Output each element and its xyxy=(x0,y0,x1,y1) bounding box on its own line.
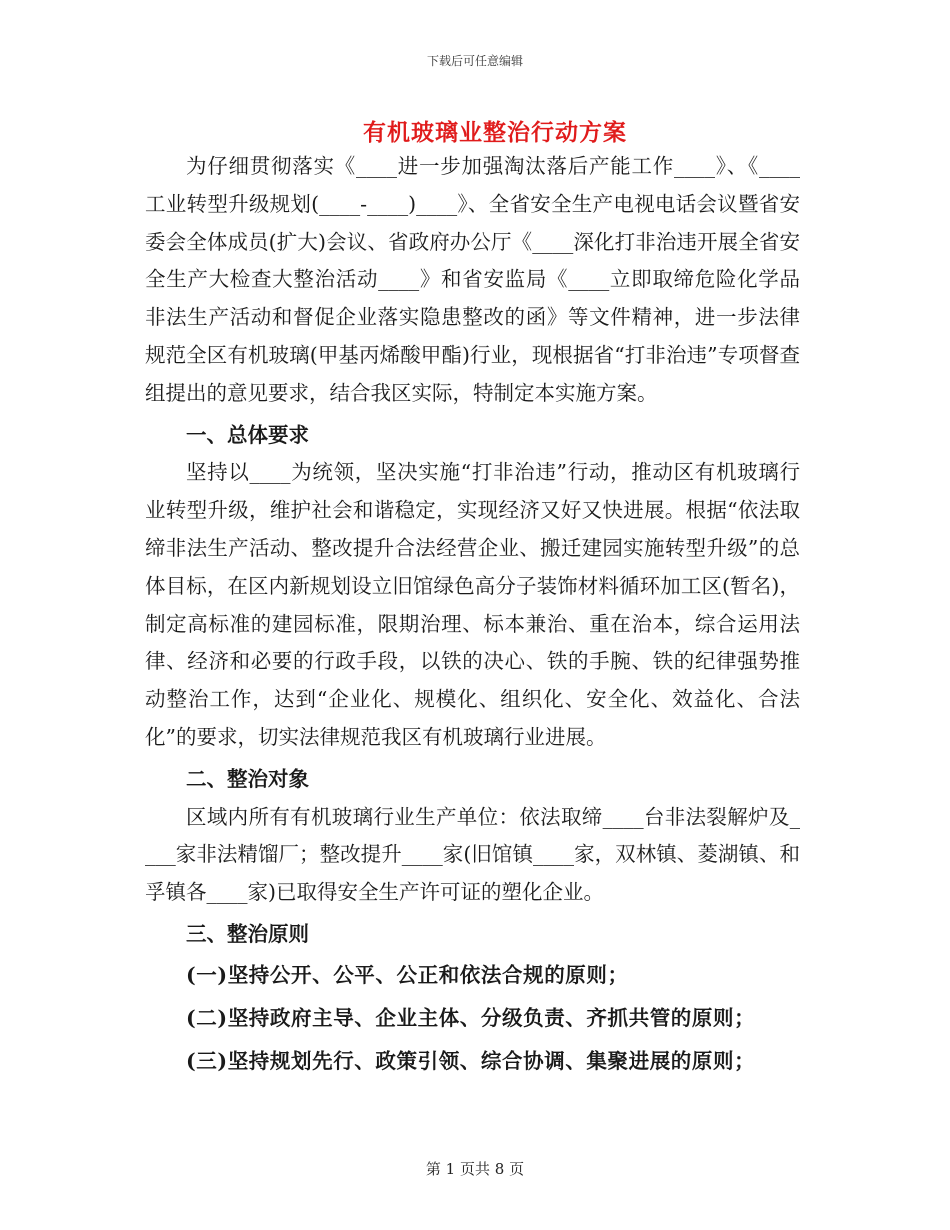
targets-paragraph: 区域内所有有机玻璃行业生产单位：依法取缔____台非法裂解炉及____家非法精馏厂；整改提升____家(旧馆镇____家，双林镇、菱湖镇、和孚镇各____家)已取得安全生产许可证的塑化企业。 xyxy=(145,804,800,905)
intro-paragraph: 为仔细贯彻落实《____进一步加强淘汰落后产能工作____》、《____工业转型升级规划(____-____)____》、全省安全生产电视电话会议暨省安委会全体成员(扩大)会议、省政府办公厅《____深化打非治违开展全省安全生产大检查大整治活动____》和省安监局《____立即取缔危险化学品非法生产活动和督促企业落实隐患整改的函》等文件精神，进一步法律规范全区有机玻璃(甲基丙烯酸甲酯)行业，现根据省“打非治违”专项督查组提出的意见要求，结合我区实际，特制定本实施方案。 xyxy=(145,154,800,405)
principle-item-1: (一)坚持公开、公平、公正和依法合规的原则； xyxy=(186,962,629,987)
section-heading-principles: 三、整治原则 xyxy=(186,921,309,946)
document-body xyxy=(145,148,800,1083)
page-number-footer: 第 1 页共 8 页 xyxy=(425,1160,525,1178)
principle-item-3: (三)坚持规划先行、政策引领、综合协调、集聚进展的原则； xyxy=(186,1048,756,1073)
section-heading-targets: 二、整治对象 xyxy=(186,766,309,791)
section-heading-general-requirements: 一、总体要求 xyxy=(186,422,309,447)
principle-item-2: (二)坚持政府主导、企业主体、分级负责、齐抓共管的原则； xyxy=(186,1005,756,1030)
general-requirements-paragraph: 坚持以____为统领，坚决实施“打非治违”行动，推动区有机玻璃行业转型升级，维护社会和谐稳定，实现经济又好又快进展。根据“依法取缔非法生产活动、整改提升合法经营企业、搬迁建园实施转型升级”的总体目标，在区内新规划设立旧馆绿色高分子装饰材料循环加工区(暂名)，制定高标准的建园标准，限期治理、标本兼治、重在治本，综合运用法律、经济和必要的行政手段，以铁的决心、铁的手腕、铁的纪律强势推动整治工作，达到“企业化、规模化、组织化、安全化、效益化、合法化”的要求，切实法律规范我区有机玻璃行业进展。 xyxy=(145,460,800,749)
header-note: 下载后可任意编辑 xyxy=(426,54,523,68)
document-title: 有机玻璃业整治行动方案 xyxy=(363,119,627,146)
